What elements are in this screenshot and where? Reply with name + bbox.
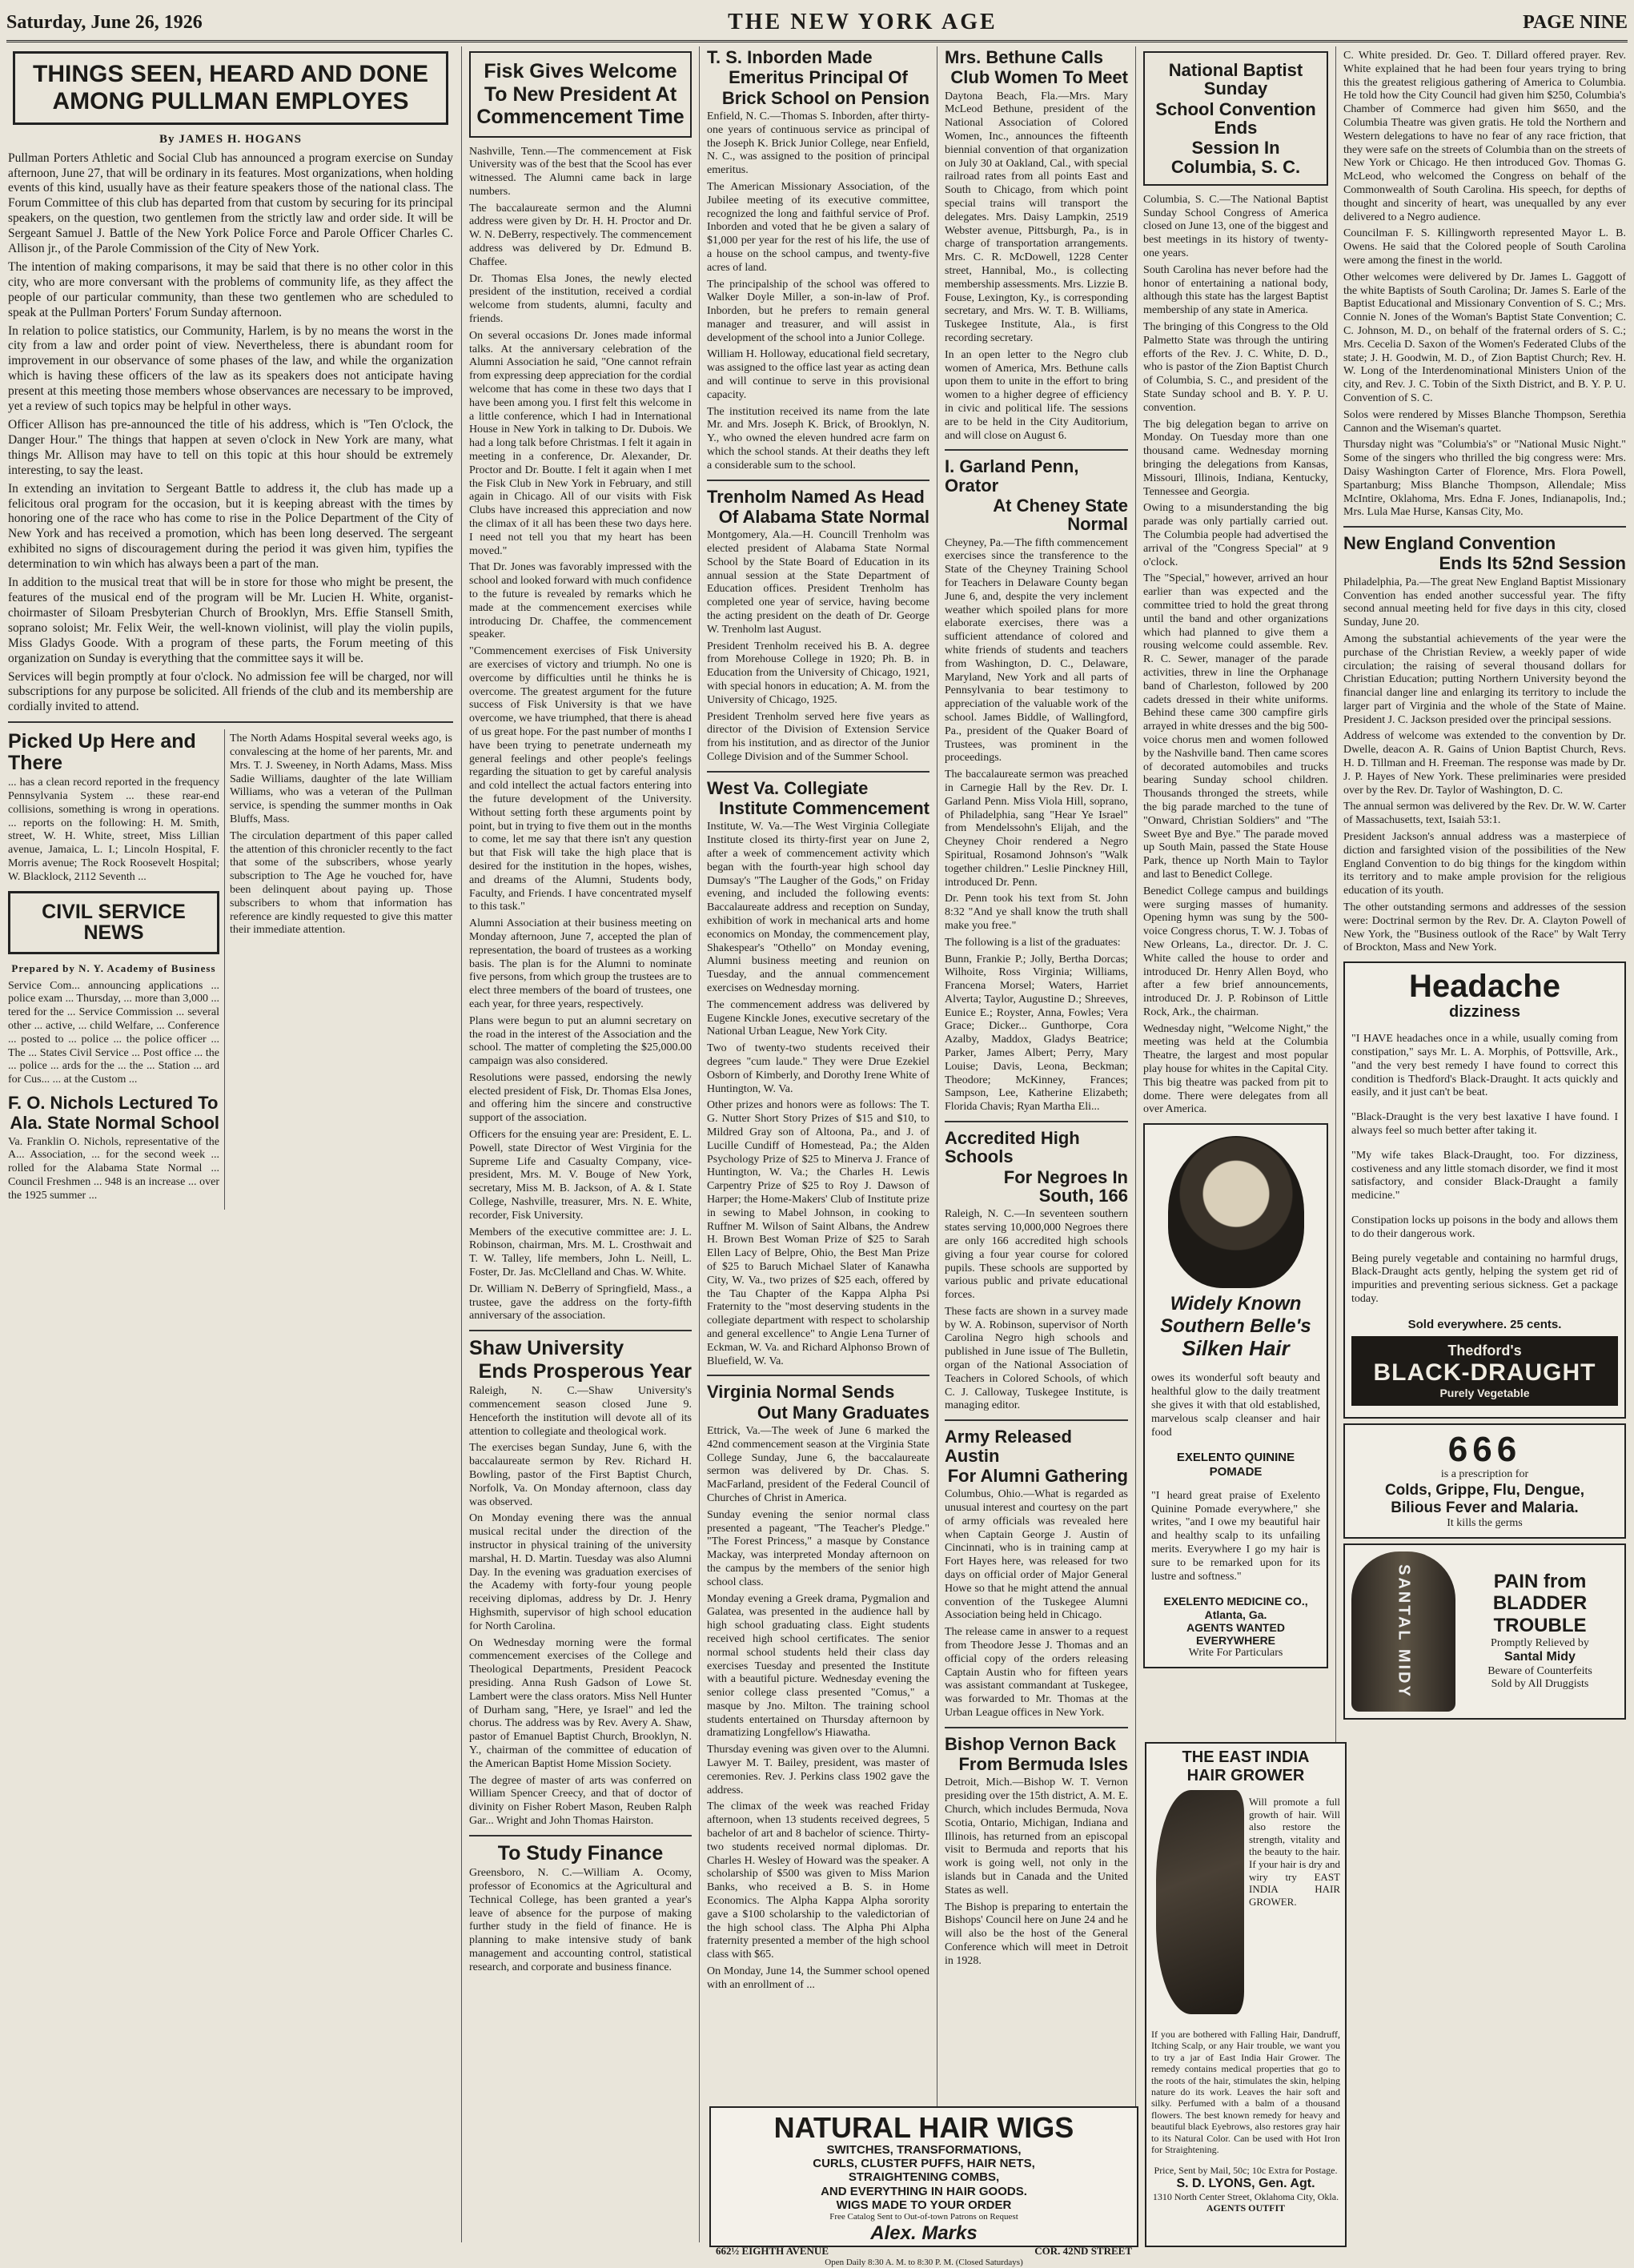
paragraph: On several occasions Dr. Jones made informal talks. At the anniversary celebration of the Alumni Association he said, "One cannot refrain from expressing deep appreciation for the cordial welcome that has come in these two days that I have been among you. I first felt this welcome in a little conference, which I had in International House in New York in talking to Dr. Dubois. We had a long talk before Christmas. I felt it again in meeting in a conference, Dr. Alexander, Dr. Proctor and Dr. Boutte. I felt it again when I met the Fisk Club in New York in February, and still again in Chicago. All of our visits with Fisk Clubs have increased this appreciation and now the climax of it all has been these two days here. I need not tell you that my heart has been moved." [469, 329, 692, 557]
headline: For Alumni Gathering [947, 1465, 1128, 1486]
paragraph: Members of the executive committee are: J. L. Robinson, chairman, Mrs. M. L. Crosthwait and T. W. Talley, life members, John L. Neill, L. Foster, Dr. Jas. McClelland and Chas. W. White. [469, 1226, 692, 1279]
masthead [6, 5, 1628, 42]
paragraph: Va. Franklin O. Nichols, representative of the A... Association, ... for the second week ... rolled for the Alabama State Normal ... Council Freshmen ... 948 is an increase ... over the 1925 summer ... [8, 1135, 219, 1202]
paragraph: William H. Holloway, educational field secretary, was assigned to the office last year as acting dean and will continue to serve in this provisional capacity. [707, 348, 929, 401]
ad-text: If you are bothered with Falling Hair, Dandruff, Itching Scalp, or any Hair trouble, we want you to try a jar of East India Hair Grower. The remedy contains medical properties that go to the roots of the hair, stimulates the skin, helping nature do its work. Leaves the hair soft and silky. Perfumed with a balm of a thousand flowers. The best known remedy for heavy and beautiful black Eyebrows, also restores gray hair to its Natural Color. Can be used with Hot Iron for Straightening. [1151, 2029, 1340, 2155]
ad-headline: HAIR GROWER [1186, 1767, 1305, 1784]
headline: AMONG PULLMAN EMPLOYES [52, 87, 409, 114]
paragraph: On Monday evening there was the annual musical recital under the direction of the instructor in physical training of the university marshal, H. D. Martin. Tuesday was also Alumni Day. In the evening was graduation exercises of the Academy with forty-four young people receiving diplomas, address by Dr. J. Henry Highsmith, supervisor of high school education for North Carolina. [469, 1512, 692, 1632]
paragraph: Two of twenty-two students received their degrees "cum laude." They were Drue Ezekiel Osborn of Kimberly, and Dorothy Irene White of Huntington, W. Va. [707, 1042, 929, 1095]
paragraph: Alumni Association at their business meeting on Monday afternoon, June 7, accepted the plan of representation, the board of trustees as a working basis. The plan is for the Alumni to nominate five persons, from which group the trustees are to elect three members of the board of trustees, one each year, for three years, respectively. [469, 917, 692, 1010]
ad-agents: AGENTS WANTED EVERYWHERE [1186, 1620, 1285, 1647]
paragraph: The release came in answer to a request from Theodore Jesse J. Thomas and an official copy of the orders releasing Captain Austin who for fifteen years was assistant commandant at Tuskegee, was forwarded to Mr. Thomas at the Urban League offices in New York. [945, 1626, 1128, 1719]
paragraph: The baccalaureate sermon and the Alumni address were given by Dr. H. H. Proctor and Dr. W. N. DeBerry, respectively. The commencement address was delivered by Dr. Edmund B. Chaffee. [469, 202, 692, 268]
paragraph: Philadelphia, Pa.—The great New England Baptist Missionary Convention has ended another successful year. The fifty second annual meeting held for five days in this city, closed Sunday, June 20. [1343, 576, 1626, 629]
ad-text: Sold by All Druggists [1491, 1678, 1589, 1691]
column-3 [702, 46, 934, 2242]
headline: Army Released Austin [945, 1427, 1072, 1466]
divider [945, 1727, 1128, 1728]
headline: Of Alabama State Normal [718, 506, 929, 527]
ad-headline: Widely Known [1170, 1293, 1302, 1315]
headline: Mrs. Bethune Calls [945, 47, 1104, 67]
paragraph: C. White presided. Dr. Geo. T. Dillard offered prayer. Rev. White explained that he had been four years trying to bring this the greatest religious gathering of America to Columbia. He told how the City Council had given him $250, Columbia's Chamber of Commerce had given him $650, and the Columbia Theatre was given gratis. He told the Northern and Western delegations to have no fear of any race friction, that they were safe on the streets of Columbia than on the streets of New York or Chicago. He then introduced Gov. Thomas G. McLeod, who welcomed the Congress on behalf of the Commonwealth of South Carolina. His speech, for depths of thought and sincerity of heart, was unequalled by any ever delivered to a Negro audience. [1343, 50, 1626, 223]
headline: Trenholm Named As Head [707, 486, 925, 507]
headline: Bishop Vernon Back [945, 1733, 1116, 1754]
paragraph: The annual sermon was delivered by the Rev. Dr. W. W. Carter of Massachusetts, text, Isaiah 53:1. [1343, 801, 1626, 827]
headline: Shaw University [469, 1337, 624, 1360]
paragraph: In an open letter to the Negro club women of America, Mrs. Bethune calls upon them to unite in the effort to bring women to a higher degree of efficiency in civic and political life. The sessions are to be held in the City Auditorium, and will close on August 6. [945, 348, 1128, 442]
ad-black-draught [1343, 961, 1626, 1419]
paragraph: The circulation department of this paper called the attention of this chronicler recently to the fact that some of the subscribers, whose yearly subscription to The Age he vouched for, have been delinquent about paying up. Those subscribers to whom that information has reference are kindly requested to give this matter their immediate attention. [230, 829, 452, 937]
ad-headline: TROUBLE [1493, 1614, 1587, 1636]
ad-price: Price, Sent by Mail, 50c; 10c Extra for Postage. [1154, 2165, 1338, 2177]
divider [707, 1375, 929, 1376]
ad-text: Constipation locks up poisons in the body and allows them to do their dangerous work. [1351, 1214, 1618, 1240]
article-army [945, 1427, 1128, 1720]
ad-headline: PAIN from [1493, 1570, 1587, 1592]
ad-text: CURLS, CLUSTER PUFFS, HAIR NETS, [813, 2157, 1035, 2171]
ad-text: WIGS MADE TO YOUR ORDER [836, 2198, 1012, 2212]
paragraph: Enfield, N. C.—Thomas S. Inborden, after thirty-one years of continuous service as principal of the Joseph K. Brick Junior College, near Enfield, N. C., was assigned to the position of principal emeritus. [707, 110, 929, 177]
paragraph: Raleigh, N. C.—Shaw University's commencement season closed June 9. Henceforth the institution will devote all of its attention to collegiate and theological work. [469, 1385, 692, 1438]
article-finance [469, 1843, 692, 1975]
article-pullman [8, 51, 453, 715]
paragraph: Services will begin promptly at four o'clock. No admission fee will be charged, nor will subscriptions for any purpose be solicited. All friends of the club and its membership are cordially invited to attend. [8, 669, 453, 714]
ad-name: Alex. Marks [870, 2222, 978, 2245]
column-4 [940, 46, 1133, 2242]
paragraph: Councilman F. S. Killingworth represented Mayor L. B. Owens. He said that the Colored people of South Carolina were among the finest in the world. [1343, 227, 1626, 267]
headline-box [13, 51, 448, 125]
ad-address-line: 662½ EIGHTH AVENUE [716, 2244, 829, 2257]
brand-line: Thedford's [1447, 1343, 1522, 1359]
ad-east-india-hair-grower [1145, 1742, 1347, 2247]
paragraph: Cheyney, Pa.—The fifth commencement exercises since the transference to the State of the Cheyney Training School for Teachers in Delaware County began June 6, and, despite the very inclement weather which spoiled plans for more elaborate exercises, there was a sufficient attendance of colored and white friends of students and teachers from Washington, D. C., Delaware, Maryland, New York and all parts of Pennsylvania to bear testimony to appreciation of the valuable work of the school. James Biddle, of Wallingford, Pa., president of the Quaker Board of Trustees, was prominent in the proceedings. [945, 536, 1128, 765]
paragraph: The climax of the week was reached Friday afternoon, when 13 students received degrees, 5 bachelor of art and 8 bachelor of science. Thirty-two students received normal diplomas. Dr. Charles H. Wesley of Howard was the speaker. A scholarship of $500 was given to Miss Marion Banks, who received a B. S. in Home Economics. The Alpha Kappa Alpha sorority gave a $100 scholarship to the valedictorian of the high school class. The Alpha Phi Alpha fraternity presented a member of the high school class with $65. [707, 1800, 929, 1961]
column-1 [3, 46, 458, 2242]
headline: Commencement Time [476, 106, 685, 128]
paragraph: President Trenholm served here five years as director of the Division of Extension Service from his institution, and as director of the Junior College Division and of the Summer School. [707, 710, 929, 764]
ad-text: AND EVERYTHING IN HAIR GOODS. [821, 2184, 1027, 2198]
ad-santal-midy [1343, 1543, 1626, 1720]
ad-text: Beware of Counterfeits [1487, 1664, 1592, 1677]
ad-headline: THE EAST INDIA [1182, 1748, 1310, 1766]
ad-text: Promptly Relieved by [1491, 1636, 1589, 1649]
paragraph: In addition to the musical treat that will be in store for those who might be present, the features of the musical end of the program will be Mr. Lucien H. White, organist-choirmaster of Siloam Presbyterian Church of Brooklyn, Mrs. Effie Stansell Smith, soprano soloist; Mr. Felix Weir, the well-known violinist, will play the violin pupils, Miss Gladys Goode. With a program of these parts, the Forum meeting of this organization on Sunday is everything that the committee says it will be. [8, 576, 453, 665]
paragraph: Ettrick, Va.—The week of June 6 marked the 42nd commencement season at the Virginia State College Sunday, June 6, the baccalaureate sermon was delivered by Dr. Chas. S. MacFarland, president of the Federal Council of Churches of Christ in America. [707, 1424, 929, 1504]
article-picked-up [8, 731, 219, 884]
article-penn [945, 457, 1128, 1114]
paragraph: In extending an invitation to Sergeant Battle to address it, the club has made up a felicitous oral program for the occasion, but it is keeping abreast with the times by honoring one of the race who has come to rise in the Police Department of the City of New York and has received a promotion, which has been long deserved. The sergeant exhibited no signs of discouragement during the period it was given him, typifies the determination to win which has always been a part of the man. [8, 481, 453, 572]
ad-headline: Southern Belle's [1160, 1315, 1311, 1337]
headline: West Va. Collegiate [707, 777, 869, 798]
paragraph: On Wednesday morning were the formal commencement exercises of the College and Theological Departments, President Peacock presiding. Anna Rush Gadson of Lowe St. Lambert were the class orators. Miss Nell Hunter of Durham sang, "Here, ye Israel" and led the chorus. The address was by Rev. Avery A. Shaw, pastor of Emanuel Baptist Church, Brooklyn, N. Y., chairman of the committee of education of the American Baptist Home Mission Society. [469, 1636, 692, 1770]
ad-text: is a prescription for [1440, 1468, 1529, 1481]
headline: Session In Columbia, S. C. [1170, 138, 1301, 177]
paragraph: Raleigh, N. C.—In seventeen southern states serving 10,000,000 Negroes there are only 166 accredited high schools giving a four year course for colored pupils. These schools are supported by various public and private educational forces. [945, 1208, 1128, 1302]
ad-outfit: AGENTS OUTFIT [1206, 2202, 1286, 2214]
paragraph: Sunday evening the senior normal class presented a pageant, "The Teacher's Pledge." "The Forest Princess," a masque by Constance Mackay, was interpreted Monday afternoon on the campus by the members of the senior high school class. [707, 1508, 929, 1588]
headline: Ends Its 52nd Session [1439, 553, 1626, 574]
headline-box [8, 891, 219, 954]
article-picked-up-cont [230, 733, 452, 937]
paragraph: ... has a clean record reported in the frequency Pennsylvania System ... these rear-end collisions, something is wrong in operations. ... reports on the following: H. M. Smith, street, W. H. White, street, Miss Lillian avenue, Jamaica, L. I.; Lincoln Hospital, F. Morris avenue; The Rock Roosevelt Hospital; W. Blacklock, 2112 Seventh ... [8, 777, 219, 883]
headline: Institute Commencement [719, 798, 929, 819]
divider [469, 1330, 692, 1331]
paragraph: Columbus, Ohio.—What is regarded as unusual interest and courtesy on the part of army officials was revealed here when Captain George J. Austin of Cincinnati, who is in training camp at Fort Hayes here, was released for two days on official order of Major General Howe so that he might attend the annual convention of the Tuskegee Alumni Association being held in Chicago. [945, 1488, 1128, 1622]
paragraph: The big delegation began to arrive on Monday. On Tuesday more than one thousand came. Wednesday morning bringing the delegations from Kansas, Missouri, Illinois, Indiana, Kentucky, Tennessee and Georgia. [1143, 418, 1328, 498]
divider [945, 1419, 1128, 1421]
headline: To New President At [484, 82, 677, 106]
headline: Virginia Normal Sends [707, 1382, 895, 1403]
paragraph: Other prizes and honors were as follows: The T. G. Nutter Short Story Prizes of $15 and $10, to Mildred Gray son of Altoona, Pa., and J. of Lucille Cundiff of Homestead, Pa.; the Alden Psychology Prize of $25 to Minerva J. France of Huntington, W. Va.; the Charles H. Lewis Carpentry Prize of $25 to Roy J. Dawson of Harper; the Home-Makers' Club of Institute prize in sewing to Mabel Johnson, in cooking to Ruffner M. Wilson of Saint Albans, the Andrew H. Brown Best Woman Prize of $25 to Sarah Ellen Lacy of Belpre, Ohio, the Best Man Prize of $25 to Baruch Michael Slater of Kanawha City, W. Va., two prizes of $25 each, offered by the Tau Chapter of the Kappa Alpha Psi Fraternity to the "most deserving students in the collegiate department with respect to scholarship and general excellence" to Angie Lena Turner of Eckman, W. Va. and Richard Alphonso Brown of Bluefield, W. Va. [707, 1099, 929, 1367]
paragraph: These facts are shown in a survey made by W. A. Robinson, supervisor of North Carolina Negro high schools and published in June issue of The Bulletin, organ of the National Association of Teachers in Colored Schools, of which C. J. Calloway, Tuskegee Institute, is managing editor. [945, 1305, 1128, 1412]
paragraph: Wednesday night, "Welcome Night," the meeting was held at the Columbia Theatre, the largest and most popular play house for whites in the Capital City. This big theatre was packed from pit to dome. There were delegates from all over America. [1143, 1022, 1328, 1116]
paragraph: Daytona Beach, Fla.—Mrs. Mary McLeod Bethune, president of the National Association of Colored Women, Inc., announces the fifteenth biennial convention of that organization on July 30 at Oakland, Cal., with special railroad rates from all points East and South to Chicago, from which point special trains will transport the delegates. Mrs. Daisy Lampkin, 2519 Webster avenue, Pittsburgh, Pa., is in charge of transportation arrangements. Mrs. C. R. McDowell, 1228 Center street, Hannibal, Mo., is collecting membership assessments. Mrs. Lizzie B. Fouse, Lexington, Ky., is corresponding secretary, and Mrs. W. T. B. Williams, Tuskegee Institute, Ala., is first recording secretary. [945, 90, 1128, 344]
paragraph: The principalship of the school was offered to Walker Doyle Miller, a son-in-law of Prof. Inborden, but he prefers to remain general manager and treasurer, and will assist in development of the school into a Junior College. [707, 278, 929, 344]
article-civil-service [8, 962, 219, 1087]
paragraph: Montgomery, Ala.—H. Councill Trenholm was elected president of Alabama State Normal School by the State Board of Education in its annual session at the State Department of Education offices. President Trenholm has completed one year of service, having become the acting president on the death of Dr. George W. Trenholm last August. [707, 529, 929, 636]
ad-text: "My wife takes Black-Draught, too. For dizziness, costiveness and any little stomach disorder, we find it most satisfactory, and consider Black-Draught a family medicine." [1351, 1149, 1618, 1202]
col1-lower-right [224, 729, 457, 1209]
ad-agent: S. D. LYONS, Gen. Agt. [1176, 2176, 1315, 2190]
paragraph: Solos were rendered by Misses Blanche Thompson, Serethia Cannon and the Wiseman's quartet. [1343, 408, 1626, 435]
paragraph: Monday evening a Greek drama, Pygmalion and Galatea, was presented in the audience hall by high school graduating class. Eight students received high school certificates. The senior normal school students held their class day exercises Tuesday and presented the Institute with a beautiful picture. Wednesday evening the senior college class presented "Comus," a masque by Jno. Milton. The training school students entertained on Thursday afternoon by dramatizing Longfellow's Hiawatha. [707, 1592, 929, 1740]
paragraph: Institute, W. Va.—The West Virginia Collegiate Institute closed its thirty-first year on June 2, after a week of commencement activity which began with the fourth-year high school day Dumsay's "The Laugher of the Gods," on Friday evening, and included the following events: Baccalaureate address and reception on Sunday, exhibition of work in mechanical arts and home economics on Monday, the commencement play, Shakespear's "Othello" on Monday evening, Alumni business meeting and reunion on Tuesday, and the annual commencement exercises on Wednesday morning. [707, 821, 929, 995]
issue-date: Saturday, June 26, 1926 [6, 11, 203, 33]
paragraph: Service Com... announcing applications ... police exam ... Thursday, ... more than 3,000 ... tered for the ... Service Commission ... several other ... active, ... child Welfare, ... Conference ... posted to ... police ... the police officer ... The ... States Civil Service ... Post office ... the ... police ... ards for the ... the ... Station ... ard for Cus... ... at the Custom ... [8, 979, 219, 1086]
article-baptist-cont [1343, 50, 1626, 520]
paragraph: Owing to a misunderstanding the big parade was only partially carried out. The Columbia people had advertised the arrival of the "Congress Special" at 9 o'clock. [1143, 502, 1328, 568]
col1-lower [3, 729, 458, 1209]
divider [707, 480, 929, 481]
article-virginia-normal [707, 1383, 929, 1992]
article-nichols [8, 1094, 219, 1203]
col1-lower-left [3, 729, 224, 1209]
headline: Picked Up Here and There [8, 730, 196, 774]
paragraph: The "Special," however, arrived an hour earlier than was expected and the committee tried to hold the great throng until the band and other organizations which had planned to give them a rousing welcome could assemble. Rev. R. C. Sewer, manager of the parade activities, threw in line the Orphanage band of Charleston, followed by 200 cadets dressed in their white uniforms. Behind these came 300 campfire girls arrayed in white dresses and the big 500-voice chorus men and women followed by the Nashville band. Then came scores of decorated automobiles and trucks bearing Sunday school children. Thousands thronged the streets, while the big parade marched to the tune of "Onward, Christian Soldiers" and "The Sweet Bye and Bye." The parade moved up South Main, passed the State House Park, thence up North Main to Taylor and last to Benedict College. [1143, 572, 1328, 881]
paragraph: Plans were begun to put an alumni secretary on the road in the interest of the Association and the school. The matter of completing the $25,000.00 campaign was also considered. [469, 1014, 692, 1068]
headline: From Bermuda Isles [958, 1754, 1128, 1775]
paragraph: Officers for the ensuing year are: President, E. L. Powell, state Director of West Virginia for the Supreme Life and Casualty Company, vice-president, Mrs. M. V. Bouge of New York, secretary, Miss M. B. Jackson, of A. & I. State College, Nashville, treasurer, Mrs. N. E. White, recorder, Fisk University. [469, 1129, 692, 1222]
ad-text: Free Catalog Sent to Out-of-town Patrons on Request [829, 2212, 1018, 2222]
ad-address: 1310 North Center Street, Oklahoma City, Okla. [1152, 2191, 1339, 2203]
article-shaw [469, 1338, 692, 1828]
headline: National Baptist Sunday [1168, 60, 1303, 99]
divider [707, 771, 929, 773]
headline: Ala. State Normal School [10, 1113, 219, 1134]
portrait-illustration [1168, 1136, 1304, 1288]
ad-subheadline: dizziness [1449, 1003, 1520, 1022]
ad-terms: Write For Particulars [1188, 1646, 1283, 1659]
article-trenholm [707, 488, 929, 765]
product-logo [1351, 1336, 1618, 1406]
ad-address-line: COR. 42ND STREET [1034, 2244, 1132, 2257]
ad-text: Bilious Fever and Malaria. [1391, 1499, 1579, 1516]
paragraph: President Jackson's annual address was a masterpiece of diction and farsighted vision of the possibilities of the New England Convention to do big things for the kingdom within its territory and to make ample provision for the religious education of its youth. [1343, 831, 1626, 897]
article-bethune [945, 48, 1128, 443]
headline: School Convention Ends [1155, 98, 1316, 138]
article-inborden [707, 48, 929, 473]
column-rule [461, 46, 462, 2242]
paragraph: On Monday, June 14, the Summer school opened with an enrollment of ... [707, 1965, 929, 1991]
paragraph: In relation to police statistics, our Community, Harlem, is by no means the worst in the city from a law and order point of view. Nevertheless, there is abundant room for improvement in our observance of some phases of the law, and while the organization which is having these officers of the law as its speakers does not anticipate having present at this meeting those members whose observances are necessary to be improved, yet a review of such topics may be helpful in other ways. [8, 323, 453, 414]
ad-text: Being purely vegetable and containing no harmful drugs, Black-Draught acts gently, helping the system get rid of impurities and preventing serious sickness. Get a package today. [1351, 1252, 1618, 1305]
ad-headline: BLADDER [1492, 1592, 1588, 1615]
paragraph: Greensboro, N. C.—William A. Ocomy, professor of Economics at the Agricultural and Technical College, has been granted a year's leave of absence for the purpose of making further study in the field of finance. He is planning to make intensive study of bank management and accounting control, statistical research, and corporate and business finance. [469, 1867, 692, 1973]
column-2 [464, 46, 697, 2242]
headline: Brick School on Pension [721, 87, 929, 108]
ad-text: It kills the germs [1447, 1516, 1523, 1529]
paragraph: That Dr. Jones was favorably impressed with the school and looked forward with much confidence to the future is revealed by remarks which he made at the commencement exercises while introducing Dr. Chaffee, the commencement speaker. [469, 561, 692, 641]
ad-exelento [1143, 1123, 1328, 1668]
brand-line: Purely Vegetable [1439, 1387, 1530, 1400]
ad-headline: Silken Hair [1182, 1336, 1290, 1361]
headline: To Study Finance [497, 1841, 664, 1865]
paragraph: The intention of making comparisons, it may be said that there is no other color in this city, who are more conversant with the problems of community life, as they affect the people of our particular community, than these two gentlemen who are scheduled to speak at the Pullman Porters' Forum Sunday afternoon. [8, 259, 453, 319]
article-baptist [1143, 194, 1328, 1117]
paragraph: Nashville, Tenn.—The commencement at Fisk University was of the best that the Scool has ever witnessed. The Alumni came back in large numbers. [469, 145, 692, 198]
paragraph: The following is a list of the graduates: [945, 936, 1121, 949]
divider [8, 721, 453, 723]
paragraph: Dr. Thomas Elsa Jones, the newly elected president of the institution, received a cordial welcome from students, alumni, faculty and friends. [469, 272, 692, 326]
paragraph: President Trenholm received his B. A. degree from Morehouse College in 1920; Ph. B. in Education from the University of Chicago, 1921, with special honors in education; A. M. from the University of Chicago, 1925. [707, 640, 929, 706]
brand-line: BLACK-DRAUGHT [1373, 1359, 1596, 1387]
paragraph: "Commencement exercises of Fisk University are exercises of victory and triumph. No one is overcome by difficulties until he thinks he is overcome. The greatest argument for the future success of Fisk University is that we have overcome, we have triumphed, that there is ahead of us great hope. For the past number of months I have been trying to penetrate underneath my general feelings and other people's feelings regarding the situation to get by careful analysis and cold intellect the actual factors entering into the future development of the University. Without setting forth these arguments point by point, but in trying to five them out in the months to come, let me say that there isn't any question but that Fisk will take the high place that is desired for the institution in the hopes, wishes, and dreams of the Alumni, Students body, Faculty, and Friends. I have concentrated myself to this task." [469, 645, 692, 913]
ad-666 [1343, 1423, 1626, 1538]
bottle-illustration: SANTAL MIDY [1351, 1551, 1455, 1712]
paragraph: The Bishop is preparing to entertain the Bishops' Council here on June 24 and he will also be the host of the General Conference which will meet in Detroit in 1928. [945, 1901, 1128, 1967]
paragraph: Thursday evening was given over to the Alumni. Lawyer M. T. Bailey, president, was master of ceremonies. Rev. J. Perkins class 1902 gave the address. [707, 1744, 929, 1796]
paragraph: The institution received its name from the late Mr. and Mrs. Joseph K. Brick, of Brooklyn, N. Y., who owned the eleven hundred acre farm on which the school stands. At their deaths they left a considerable sum to the school. [707, 405, 929, 472]
paragraph: Dr. William N. DeBerry of Springfield, Mass., a trustee, gave the address on the forty-fifth anniversary of the association. [469, 1283, 692, 1323]
headline-box [1143, 51, 1328, 186]
ad-text: Santal Midy [1504, 1650, 1576, 1664]
headline: Ends Prosperous Year [478, 1359, 692, 1383]
paragraph: Thursday night was "Columbia's" or "National Music Night." Some of the singers who thrilled the big congress were: Mrs. Daisy Washington Carter of Florence, Mrs. Flora Powell, Spartanburg; Miss Blanche Thompson, Allendale; Miss McIntire, Oklahoma, Mrs. Edna F. Jones, Indianapolis, Ind.; Mrs. Lula Mae Hurse, Kansas City, Mo. [1343, 439, 1626, 519]
ad-hours: Open Daily 8:30 A. M. to 8:30 P. M. (Closed Saturdays) [825, 2257, 1023, 2267]
ad-address [716, 2245, 1132, 2258]
ad-headline: 666 [1447, 1430, 1522, 1470]
paragraph: Address of welcome was extended to the convention by Dr. Dwelle, deacon A. R. Gains of Union Baptist Church, Revs. H. D. Tillman and H. Freeman. The response was made by Dr. J. P. Hayes of New York. These preliminaries were presided over by the Rev. Dr. Taylor of Washington, D. C. [1343, 730, 1626, 797]
ad-text: "Black-Draught is the very best laxative I have found. I always feel so much better after taking it. [1351, 1111, 1618, 1138]
article-accredited [945, 1129, 1128, 1413]
ad-text: "I HAVE headaches once in a while, usually coming from constipation," says Mr. L. A. Morphis, of Pottsville, Ark., "and the very best remedy I have found to correct this condition is Thedford's Black-Draught. It acts quickly and easily, and it just can't be beat. [1351, 1033, 1618, 1099]
paragraph: Resolutions were passed, endorsing the newly elected president of Fisk, Dr. Thomas Elsa Jones, and offering him the sincere and constructive support of the association. [469, 1071, 692, 1125]
article-new-england [1343, 534, 1626, 955]
paragraph: The American Missionary Association, of the Jubilee meeting of its executive committee, recognized the long and faithful service of Prof. Inborden and voted that he be given a salary of $1,000 per year for the rest of his life, the use of a house on the school campus, and twenty-five acres of land. [707, 180, 929, 274]
headline: I. Garland Penn, Orator [945, 456, 1079, 496]
ad-text: Will promote a full growth of hair. Will also restore the strength, vitality and the beauty to the hair. If your hair is dry and wiry try EAST INDIA HAIR GROWER. [1249, 1796, 1340, 1908]
paragraph: Officer Allison has pre-announced the title of his address, which is "Ten O'clock, the Danger Hour." The things that happen at seven o'clock in New York are many, what things Mr. Allison may have to tell on this topic at this hour should be extremely interesting, to say the least. [8, 418, 453, 477]
ad-natural-hair-wigs [709, 2106, 1138, 2267]
ad-headline: NATURAL HAIR WIGS [773, 2111, 1074, 2144]
paragraph: The commencement address was delivered by Eugene Kinckle Jones, executive secretary of the National Urban League, New York City. [707, 998, 929, 1038]
headline: Club Women To Meet [950, 67, 1128, 88]
paragraph: South Carolina has never before had the honor of entertaining a national body, although this state has the largest Baptist membership of any state in America. [1143, 263, 1328, 317]
headline: For Negroes In South, 166 [1003, 1166, 1128, 1206]
headline: THINGS SEEN, HEARD AND DONE [33, 61, 428, 87]
column-6 [1339, 46, 1631, 2242]
ad-price: Sold everywhere. 25 cents. [1407, 1317, 1562, 1331]
paragraph: Benedict College campus and buildings were surging masses of humanity. Opening hymn was sung by the 500-voice Congress chorus, T. W. J. Tobas of New Orleans, La., director. Dr. J. C. White called the house to order and introduced Dr. Henry Allen Boyd, who after a few brief announcements, introduced Dr. J. P. Robinson of Little Rock, Ark., the chairman. [1143, 885, 1328, 1018]
column-rule [1135, 46, 1136, 2242]
headline: At Cheney State Normal [993, 495, 1128, 535]
page-number: PAGE NINE [1523, 11, 1628, 33]
paragraph: The North Adams Hospital several weeks ago, is convalescing at the home of her parents, Mr. and Mrs. T. J. Sweeney, in North Adams, Mass. Miss Sadie Williams, daughter of the late William Williams, who was a veteran of the Pullman service, is spending the summer months in Oak Bluffs, Mass. [230, 733, 452, 825]
byline: Prepared by N. Y. Academy of Business [11, 961, 216, 974]
article-fisk [469, 146, 692, 1324]
article-vernon [945, 1735, 1128, 1969]
ad-text: Colds, Grippe, Flu, Dengue, [1384, 1482, 1585, 1499]
column-rule [699, 46, 700, 2242]
paragraph: The baccalaureate sermon was preached in Carnegie Hall by the Rev. Dr. I. Garland Penn. Miss Viola Hill, soprano, of Philadelphia, sang "Hear Ye Israel" from Mendelssohn's Elijah, and the Cheyney Choir rendered a Negro Spiritual, Rosamond Johnson's "Walk together children." Leslie Pinckney Hill, introduced Dr. Penn. [945, 769, 1128, 889]
headline: Emeritus Principal Of [729, 67, 908, 88]
ad-text: SWITCHES, TRANSFORMATIONS, [826, 2142, 1022, 2157]
ad-product: EXELENTO QUININE POMADE [1176, 1451, 1295, 1479]
ad-company: EXELENTO MEDICINE CO., Atlanta, Ga. [1163, 1595, 1308, 1621]
byline: By JAMES H. HOGANS [159, 132, 303, 146]
headline: New England Convention [1343, 533, 1556, 554]
headline: T. S. Inborden Made [707, 47, 873, 67]
paragraph: The degree of master of arts was conferred on William Spencer Creecy, and that of doctor of divinity on Fisher Robert Mason, Reuben Ralph Gar... Wright and John Thomas Hairston. [469, 1774, 692, 1827]
divider [945, 1121, 1128, 1122]
paragraph: Pullman Porters Athletic and Social Club has announced a program exercise on Sunday afternoon, June 27, that will be ordinary in its features. Most organizations, when holding events of this kind, usually have as their feature speakers those of the national class. The Forum Committee of this club has departed from that custom by securing for its principal speakers, on the question, two gentlemen from the strictly law and order side. It will be Sergeant Samuel J. Battle of the New York Police Force and Parole Officer Charles C. Allison jr., of the Parole Commission of the City of New York. [8, 151, 453, 256]
paragraph: The bringing of this Congress to the Old Palmetto State was through the untiring efforts of the Rev. J. C. White, D. D., who is pastor of the Zion Baptist Church of Columbia, S. C., and president of the State Sunday school and B. Y. P. U. convention. [1143, 321, 1328, 414]
divider [1343, 526, 1626, 528]
paragraph: Bunn, Frankie P.; Jolly, Bertha Dorcas; Wilhoite, Ross Virginia; Williams, Francena Morsel; Waters, Harriet Alverta; Taylor, Augustine D.; Shreeves, Eunice E.; Royster, Anna, Fowles; Vera Grace; Dicker... Gunthorpe, Cora Azalby, Maddox, Gladys Beatrice; Parker, James Albert; Perry, Mary Louise; Davis, Leona, Beckman; Theodore; McKinney, Frances; Sampson, Lee, Katherine Elizabeth; Florida Chavis; Ryan Martha Eli... [945, 953, 1128, 1114]
paragraph: The exercises began Sunday, June 6, with the baccalaureate sermon by Rev. Richard H. Bowling, pastor of the First Baptist Church, Norfolk, Va. On Monday afternoon, class day was observed. [469, 1442, 692, 1508]
divider [945, 449, 1128, 451]
ad-headline: Headache [1409, 969, 1560, 1005]
woman-long-hair-illustration [1156, 1790, 1244, 2014]
paragraph: Columbia, S. C.—The National Baptist Sunday School Congress of America closed on June 13, one of the biggest and best meetings in its history of twenty-one years. [1143, 193, 1328, 260]
paragraph: Among the substantial achievements of the year were the purchase of the Christian Review, a weekly paper of wide circulation; the raising of several thousand dollars for Christian Education; putting Northern University beyond the financial danger line and enlarging its territory to include the larger part of Virginia and the whole of the State of Maine. President J. C. Jackson presided over the principal sessions. [1343, 632, 1626, 726]
paragraph: The other outstanding sermons and addresses of the session were: Doctrinal sermon by the Rev. Dr. A. Clayton Powell of New York, the "Business outlook of the Race" by Walt Terry of Brockton, Mass and New York. [1343, 901, 1626, 954]
paragraph: Detroit, Mich.—Bishop W. T. Vernon presiding over the 15th district, A. M. E. Church, which includes Bermuda, Nova Scotia, Ontario, Michigan, Indiana and Illinois, has returned from an episcopal visit to Bermuda and reports that his work is going well, not only in the islands but in Canada and the United States as well. [945, 1776, 1128, 1897]
headline-box [469, 51, 692, 138]
paragraph: Other welcomes were delivered by Dr. James L. Gaggott of the white Baptists of South Carolina; Dr. James S. Earle of the Baptist Educational and Missionary Convention of S. C.; Mrs. Connie N. Jones of the Woman's Baptist State Convention; C. C. Johnson, M. D., on behalf of the fraternal orders of S. C.; Mrs. Cecelia D. Saxon of the Women's Federated Clubs of the state; J. H. Goodwin, M. D., of Zion Baptist Church; Rev. H. W. Long of the Interdenominational Ministers Union of the city, and Rev. J. C. Tobin of the Sixth District, and B. Y. P. U. Convention of S. C. [1343, 271, 1626, 404]
ad-text: owes its wonderful soft beauty and healthful glow to the daily treatment she gives it with that old established, marvelous scalp cleanser and hair food [1151, 1372, 1320, 1439]
paper-name: THE NEW YORK AGE [728, 10, 998, 34]
ad-text: STRAIGHTENING COMBS, [848, 2170, 1000, 2185]
ad-text: "I heard great praise of Exelento Quinine Pomade everywhere," she writes, "and I owe my beautiful hair and healthy scalp to its unfailing merits. Everywhere I go my hair is sure to be remarked upon for its lustre and softness." [1151, 1489, 1320, 1583]
headline: F. O. Nichols Lectured To [8, 1092, 219, 1113]
paragraph: Dr. Penn took his text from St. John 8:32 "And ye shall know the truth shall make you free." [945, 893, 1128, 932]
headline: Out Many Graduates [757, 1402, 929, 1423]
headline: CIVIL SERVICE NEWS [42, 900, 186, 945]
article-west-virginia [707, 779, 929, 1369]
divider [469, 1835, 692, 1836]
headline: Fisk Gives Welcome [484, 60, 677, 82]
headline: Accredited High Schools [945, 1128, 1080, 1167]
